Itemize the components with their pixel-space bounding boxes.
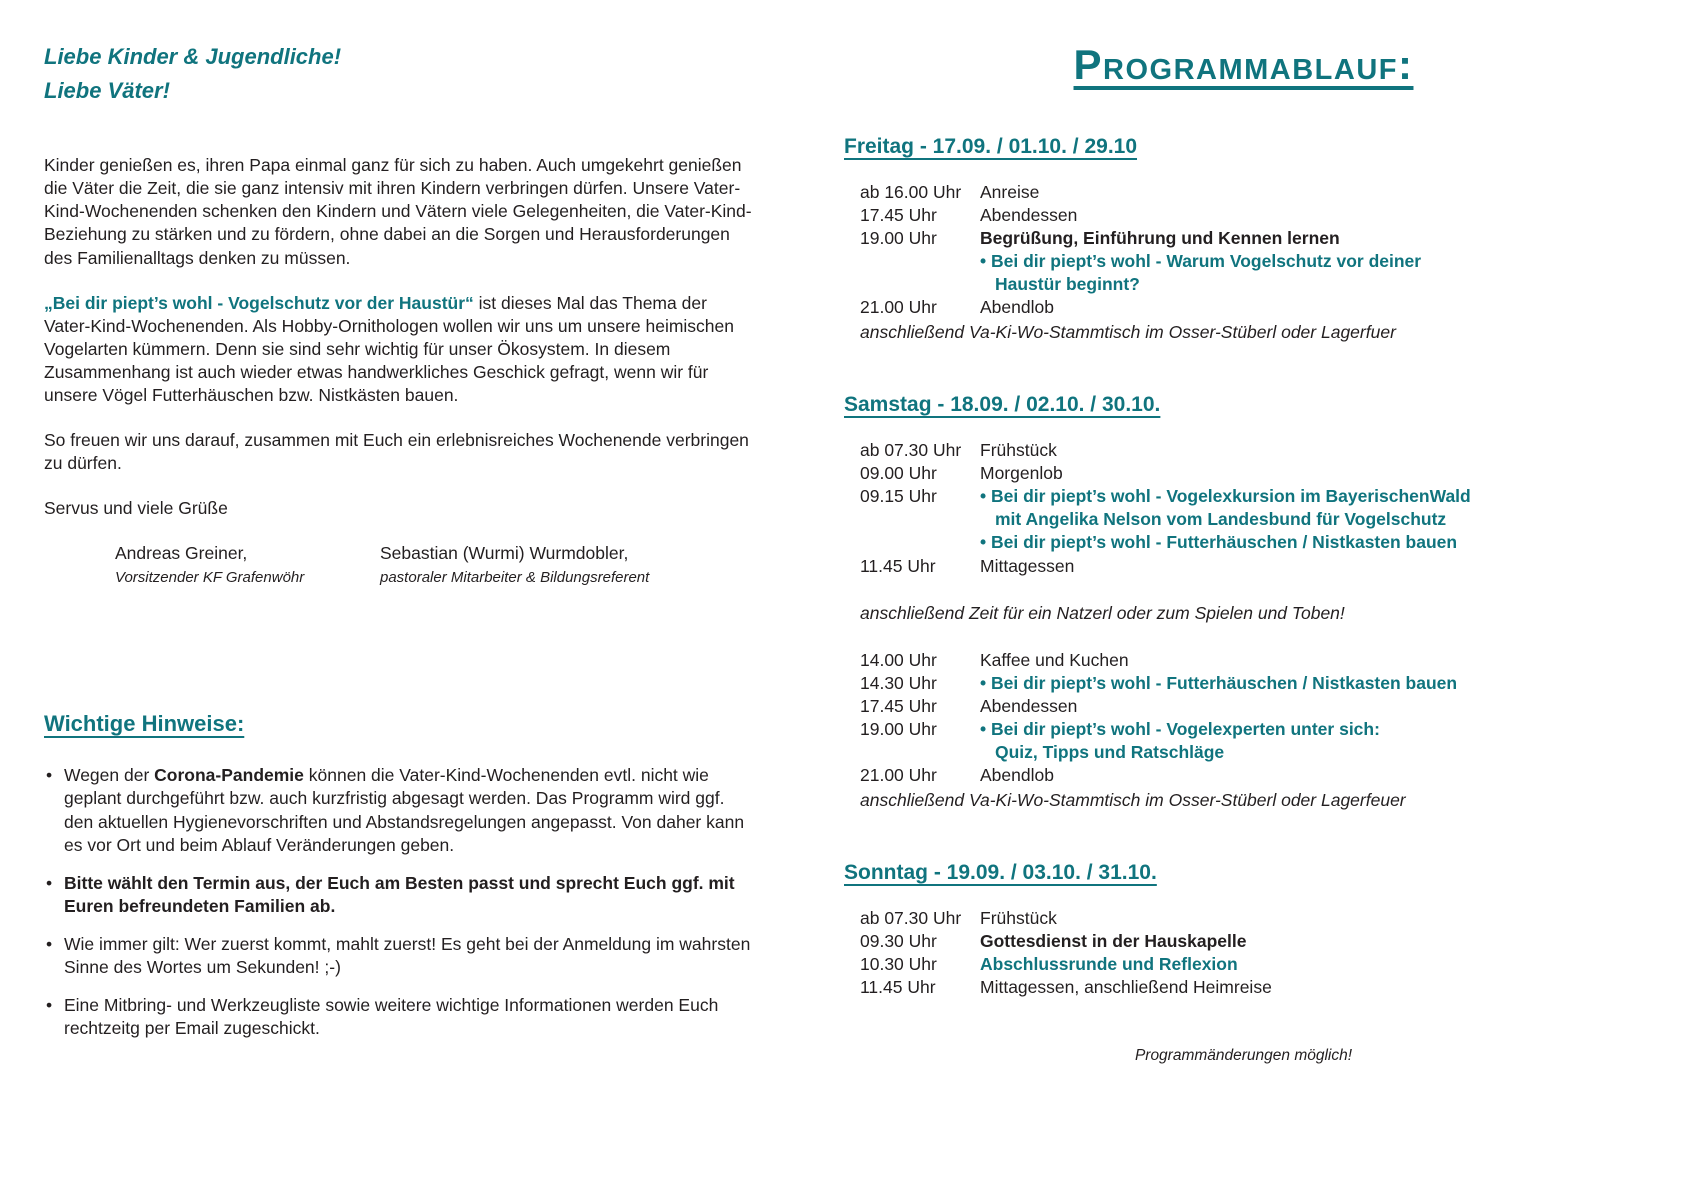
schedule-time: 17.45 Uhr <box>860 204 937 225</box>
schedule-time: 10.30 Uhr <box>860 954 937 975</box>
note-item <box>44 933 756 979</box>
note-item <box>44 764 756 856</box>
day-section <box>844 391 1643 812</box>
schedule-row <box>860 718 1643 764</box>
schedule-time: 21.00 Uhr <box>860 765 937 786</box>
schedule-line: • Bei dir piept’s wohl - Futterhäuschen / Nistkasten bauen <box>980 532 1458 553</box>
schedule-row <box>860 181 1643 204</box>
schedule-line: Frühstück <box>980 440 1057 461</box>
schedule-time: ab 07.30 Uhr <box>860 440 962 461</box>
schedule-row <box>860 555 1643 578</box>
schedule-content <box>980 976 1643 999</box>
right-column <box>844 40 1643 1190</box>
footer-note: Programmänderungen möglich! <box>1134 1046 1353 1064</box>
signature-name: Andreas Greiner, <box>115 543 248 564</box>
signature-role: Vorsitzender KF Grafenwöhr <box>115 568 305 586</box>
schedule-content <box>980 953 1643 976</box>
schedule-row <box>860 907 1643 930</box>
schedule-time: 19.00 Uhr <box>860 719 937 740</box>
signature-block-1 <box>115 542 380 587</box>
schedule-time: 21.00 Uhr <box>860 297 937 318</box>
schedule-time: ab 16.00 Uhr <box>860 181 962 202</box>
schedule-content <box>980 764 1643 787</box>
day-rows <box>844 439 1643 812</box>
bullet: • <box>46 933 53 954</box>
schedule-content <box>980 227 1643 296</box>
program-title: Programmablauf: <box>1073 41 1414 88</box>
schedule-line: Frühstück <box>980 908 1057 929</box>
day-section <box>844 133 1643 344</box>
schedule-content <box>980 485 1643 554</box>
schedule-line: Morgenlob <box>980 463 1063 484</box>
note-text <box>64 873 735 916</box>
text-segment: Bitte wählt den Termin aus, der Euch am Besten passt und sprecht Euch ggf. mit Euren befreundeten Familien ab. <box>64 872 735 916</box>
schedule-time: 11.45 Uhr <box>860 977 936 998</box>
schedule-line: Abendessen <box>980 695 1078 716</box>
bullet: • <box>46 872 53 893</box>
schedule-line: • Bei dir piept’s wohl - Vogelexkursion im BayerischenWald <box>980 486 1471 507</box>
notes-list <box>44 764 756 1040</box>
schedule-content <box>980 930 1643 953</box>
note-item <box>44 872 756 918</box>
text-segment: Wegen der <box>64 765 155 786</box>
schedule-time: 11.45 Uhr <box>860 555 936 576</box>
schedule-content <box>980 296 1643 319</box>
schedule-content <box>980 439 1643 462</box>
schedule-time: 14.00 Uhr <box>860 649 937 670</box>
note-text <box>64 995 718 1038</box>
schedule-content <box>980 907 1643 930</box>
schedule-row <box>860 930 1643 953</box>
schedule-row <box>860 296 1643 319</box>
schedule-time: 19.00 Uhr <box>860 227 937 248</box>
schedule-row <box>860 485 1643 554</box>
intro-paragraphs <box>44 154 756 520</box>
schedule-time: ab 07.30 Uhr <box>860 908 962 929</box>
schedule-row <box>860 649 1643 672</box>
signatures <box>44 542 756 587</box>
schedule-note: anschließend Va-Ki-Wo-Stammtisch im Osser-Stüberl oder Lagerfuer <box>860 322 1396 343</box>
schedule-time: 14.30 Uhr <box>860 672 937 693</box>
day-rows <box>844 907 1643 999</box>
schedule-line: Kaffee und Kuchen <box>980 649 1129 670</box>
signature-name: Sebastian (Wurmi) Wurmdobler, <box>380 543 629 564</box>
schedule-content <box>980 555 1643 578</box>
day-rows <box>844 181 1643 345</box>
schedule-line: Abschlussrunde und Reflexion <box>980 954 1238 975</box>
schedule-content <box>980 718 1643 764</box>
schedule-row <box>860 672 1643 695</box>
text-segment: Corona-Pandemie <box>154 765 304 786</box>
schedule-line: Haustür beginnt? <box>995 274 1140 295</box>
schedule-content <box>980 695 1643 718</box>
schedule-content <box>980 204 1643 227</box>
signature-role: pastoraler Mitarbeiter & Bildungsreferent <box>380 568 650 586</box>
schedule-content <box>980 462 1643 485</box>
day-heading: Freitag - 17.09. / 01.10. / 29.10 <box>844 135 1138 158</box>
schedule-line: Anreise <box>980 181 1040 202</box>
schedule-row <box>860 953 1643 976</box>
greeting-line-2: Liebe Väter! <box>44 78 170 104</box>
schedule-line: Abendlob <box>980 765 1054 786</box>
note-item <box>44 994 756 1040</box>
schedule-line: • Bei dir piept’s wohl - Vogelexperten unter sich: <box>980 719 1380 740</box>
schedule-line: Gottesdienst in der Hauskapelle <box>980 931 1247 952</box>
text-segment: Wie immer gilt: Wer zuerst kommt, mahlt zuerst! Es geht bei der Anmeldung im wahrsten Sinne des Wortes um Sekunden! ;-) <box>64 933 751 977</box>
schedule-content <box>980 672 1643 695</box>
schedule-row <box>860 462 1643 485</box>
text-segment: So freuen wir uns darauf, zusammen mit Euch ein erlebnisreiches Wochenende verbringen zu dürfen. <box>44 430 749 474</box>
bullet: • <box>46 765 53 786</box>
schedule-row <box>860 439 1643 462</box>
schedule-time: 09.30 Uhr <box>860 931 937 952</box>
schedule-line: Quiz, Tipps und Ratschläge <box>995 742 1225 763</box>
schedule-row <box>860 695 1643 718</box>
schedule-content <box>980 181 1643 204</box>
text-segment: können die Vater-Kind-Wochenenden evtl. nicht wie geplant durchgeführt bzw. auch kurzfristig abgesagt werden. Das Programm wird ggf. den aktuellen Hygienevorschriften und Abstandsregelungen angepasst. Von daher kann es vor Ort und beim Ablauf Veränderungen geben. <box>64 765 745 855</box>
text-segment: Servus und viele Grüße <box>44 498 228 519</box>
schedule-content <box>980 649 1643 672</box>
schedule-line: Begrüßung, Einführung und Kennen lernen <box>980 227 1340 248</box>
paragraph <box>44 154 756 269</box>
schedule-note: anschließend Va-Ki-Wo-Stammtisch im Osser-Stüberl oder Lagerfeuer <box>860 790 1406 811</box>
day-section <box>844 859 1643 999</box>
schedule-row <box>860 764 1643 787</box>
schedule-line: • Bei dir piept’s wohl - Futterhäuschen / Nistkasten bauen <box>980 672 1458 693</box>
schedule-line: Abendlob <box>980 297 1054 318</box>
day-heading: Sonntag - 19.09. / 03.10. / 31.10. <box>844 861 1157 885</box>
schedule-row <box>860 227 1643 296</box>
greeting-line-1: Liebe Kinder & Jugendliche! <box>44 44 342 69</box>
note-text <box>64 765 744 854</box>
paragraph <box>44 429 756 475</box>
schedule-row <box>860 976 1643 999</box>
schedule-line: Mittagessen <box>980 555 1075 576</box>
bullet: • <box>46 995 53 1016</box>
left-column <box>44 40 756 1190</box>
schedule-line: Mittagessen, anschließend Heimreise <box>980 977 1272 998</box>
greeting <box>44 40 756 108</box>
signature-block-2 <box>380 542 649 587</box>
schedule-line: Abendessen <box>980 204 1078 225</box>
notes-heading: Wichtige Hinweise: <box>44 711 245 737</box>
note-text <box>64 934 750 977</box>
schedule-time: 17.45 Uhr <box>860 695 937 716</box>
schedule-line: • Bei dir piept’s wohl - Warum Vogelschutz vor deiner <box>980 251 1422 271</box>
text-segment: „Bei dir piept’s wohl - Vogelschutz vor der Haustür“ <box>44 292 474 313</box>
schedule <box>844 133 1643 1000</box>
schedule-line: mit Angelika Nelson vom Landesbund für Vogelschutz <box>995 509 1447 530</box>
paragraph <box>44 292 756 407</box>
day-heading: Samstag - 18.09. / 02.10. / 30.10. <box>844 393 1161 417</box>
schedule-time: 09.15 Uhr <box>860 486 937 507</box>
schedule-note: anschließend Zeit für ein Natzerl oder zum Spielen und Toben! <box>860 602 1345 623</box>
text-segment: ist dieses Mal das Thema der Vater-Kind-Wochenenden. Als Hobby-Ornithologen wollen wir uns um unsere heimischen Vogelarten kümmern. Denn sie sind sehr wichtig für unser Ökosystem. In diesem Zusammenhang ist auch wieder etwas handwerkliches Geschick gefragt, wenn wir für unsere Vögel Futterhäuschen bzw. Nistkästen bauen. <box>44 292 734 406</box>
schedule-time: 09.00 Uhr <box>860 463 937 484</box>
text-segment: Eine Mitbring- und Werkzeugliste sowie weitere wichtige Informationen werden Euch rechtzeitg per Email zugeschickt. <box>64 995 719 1039</box>
paragraph <box>44 497 756 520</box>
text-segment: Kinder genießen es, ihren Papa einmal ganz für sich zu haben. Auch umgekehrt genießen die Väter die Zeit, die sie ganz intensiv mit ihren Kindern verbringen dürfen. Unsere Vater-Kind-Wochenenden schenken den Kindern und Vätern viele Gelegenheiten, die Vater-Kind-Beziehung zu stärken und zu fördern, ohne dabei an die Sorgen und Herausforderungen des Familienalltags denken zu müssen. <box>44 155 752 268</box>
schedule-row <box>860 204 1643 227</box>
